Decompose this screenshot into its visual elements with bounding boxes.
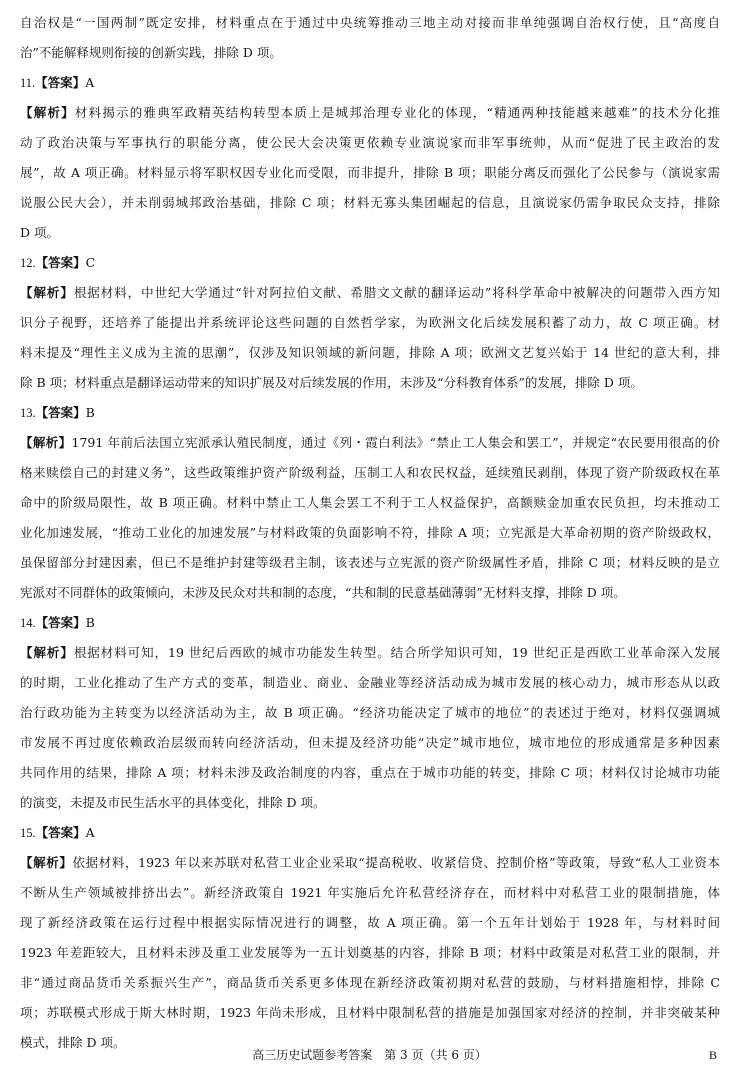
- analysis-line: 现了新经济政策在运行过程中根据实际情况进行的调整，故 A 项正确。第一个五年计划始于 1928 年，与材料时间: [20, 915, 720, 930]
- analysis-line: 共同作用的结果，排除 A 项；材料未涉及政治制度的内容，重点在于城市功能的转变，排除 C 项；材料仅讨论城市功能: [20, 765, 720, 780]
- answer-letter: A: [85, 825, 95, 840]
- analysis-line: 说服公民大会），并未削弱城邦政治基础，排除 C 项；材料无寡头集团崛起的信息，且演说家仍需争取民众支持，排除: [20, 195, 720, 210]
- answer-tag: 【答案】: [35, 825, 86, 840]
- analysis-line: 业化加速发展，“推动工业化的加速发展”与材料政策的负面影响不符，排除 A 项；立宪派是大革命初期的资产阶级政权，: [20, 525, 720, 540]
- analysis-line: 项；苏联模式形成于斯大林时期，1923 年尚未形成，且材料中限制私营的措施是加强国家对经济的控制，并非突破某种: [20, 1005, 720, 1020]
- analysis-tag: 【解析】: [20, 105, 75, 120]
- analysis-text: 依据材料，1923 年以来苏联对私营工业企业采取“提高税收、收紧信贷、控制价格”等政策，导致“私人工业资本: [72, 855, 720, 870]
- question-number: 12.: [20, 256, 36, 270]
- analysis-line: 1923 年差距较大，且材料未涉及重工业发展等为一五计划奠基的内容，排除 B 项；材料中政策是对私营工业的限制，并: [20, 945, 720, 960]
- answer-row-12: [20, 248, 720, 278]
- question-number: 15.: [20, 826, 36, 840]
- analysis-line: 展”，故 A 项正确。材料显示将军职权因专业化而受限，而非提升，排除 B 项；职能分离反而强化了公民参与（演说家需: [20, 165, 720, 180]
- analysis-tag: 【解析】: [20, 645, 74, 660]
- analysis-line: 模式，排除 D 项。: [20, 1035, 126, 1050]
- analysis-line: 格来赎偿自己的封建义务”，这些政策维护资产阶级利益，压制工人和农民权益，延续殖民剥削，体现了资产阶级政权在革: [20, 465, 720, 480]
- analysis-text: 根据材料可知，19 世纪后西欧的城市功能发生转型。结合所学知识可知，19 世纪正是西欧工业革命深入发展: [73, 645, 720, 660]
- analysis-line: 市发展不再过度依赖政治层级而转向经济活动，但未提及经济功能“决定”城市地位，城市地位的形成通常是多种因素: [20, 735, 720, 750]
- answer-tag: 【答案】: [35, 255, 86, 270]
- analysis-tag: 【解析】: [20, 435, 72, 450]
- answer-row-11: [20, 68, 720, 98]
- analysis-line: 的演变，未提及市民生活水平的具体变化，排除 D 项。: [20, 795, 326, 810]
- analysis-line: [20, 428, 720, 458]
- answer-tag: 【答案】: [35, 75, 86, 90]
- analysis-line: 非“通过商品货币关系振兴生产”，商品货币关系更多体现在新经济政策初期对私营的鼓励，与材料措施相悖，排除 C: [20, 975, 720, 990]
- analysis-line: 料未提及“理性主义成为主流的思潮”，仅涉及知识领域的新问题，排除 A 项；欧洲文艺复兴始于 14 世纪的意大利，排: [20, 345, 720, 360]
- analysis-tag: 【解析】: [20, 285, 74, 300]
- analysis-text: 1791 年前后法国立宪派承认殖民制度，通过《列・霞白利法》“禁止工人集会和罢工”，并规定“农民要用很高的价: [71, 435, 720, 450]
- analysis-line: 动了政治决策与军事执行的职能分离，使公民大会决策更依赖专业演说家而非军事统帅，从而“促进了民主政治的发: [20, 135, 720, 150]
- analysis-tag: 【解析】: [20, 855, 73, 870]
- analysis-line: 命中的阶级局限性，故 B 项正确。材料中禁止工人集会罢工不利于工人权益保护，高额赎金加重农民负担，均未推动工: [20, 495, 720, 510]
- answer-letter: C: [85, 255, 96, 270]
- page-content: [20, 8, 720, 1058]
- analysis-text: 材料揭示的雅典军政精英结构转型本质上是城邦治理专业化的体现，“精通两种技能越来越难”的技术分化推: [74, 105, 720, 120]
- analysis-line: [20, 848, 720, 878]
- continued-analysis-line: 治”不能解释规则衔接的创新实践，排除 D 项。: [20, 45, 282, 60]
- continued-analysis-line: 自治权是“一国两制”既定安排，材料重点在于通过中央统筹推动三地主动对接而非单纯强调自治权行使，且“高度自: [20, 15, 720, 30]
- question-number: 14.: [20, 616, 36, 630]
- analysis-line: [20, 638, 720, 668]
- analysis-line: 不断从生产领域被排挤出去”。新经济政策自 1921 年实施后允许私营经济存在，而材料中对私营工业的限制措施，体: [20, 885, 720, 900]
- answer-row-14: [20, 608, 720, 638]
- analysis-line: D 项。: [20, 225, 59, 240]
- page-footer: [0, 1045, 739, 1065]
- analysis-line: [20, 278, 720, 308]
- answer-row-15: [20, 818, 720, 848]
- analysis-line: 宪派对不同群体的政策倾向，未涉及民众对共和制的态度，“共和制的民意基础薄弱”无材料支撑，排除 D 项。: [20, 585, 626, 600]
- answer-tag: 【答案】: [35, 405, 86, 420]
- question-number: 11.: [20, 76, 36, 90]
- answer-letter: A: [85, 75, 95, 90]
- analysis-line: [20, 98, 720, 128]
- analysis-line: 治行政功能为主转变为以经济活动为主，故 B 项正确。“经济功能决定了城市的地位”的表述过于绝对，材料仅强调城: [20, 705, 720, 720]
- answer-letter: B: [85, 405, 95, 420]
- answer-letter: B: [85, 615, 95, 630]
- analysis-line: 的时期，工业化推动了生产方式的变革，制造业、商业、金融业等经济活动成为城市发展的核心动力，城市形态从以政: [20, 675, 720, 690]
- answer-tag: 【答案】: [35, 615, 86, 630]
- page-number-label: 高三历史试题参考答案 第 3 页（共 6 页）: [252, 1048, 487, 1062]
- paper-version-label: B: [708, 1048, 717, 1062]
- analysis-text: 根据材料，中世纪大学通过“针对阿拉伯文献、希腊文文献的翻译运动”将科学革命中被解决的问题带入西方知: [73, 285, 720, 300]
- analysis-line: 虽保留部分封建因素，但已不是维护封建等级君主制，该表述与立宪派的资产阶级属性矛盾，排除 C 项；材料反映的是立: [20, 555, 720, 570]
- analysis-line: 除 B 项；材料重点是翻译运动带来的知识扩展及对后续发展的作用，未涉及“分科教育体系”的发展，排除 D 项。: [20, 375, 643, 390]
- question-number: 13.: [20, 406, 36, 420]
- analysis-line: 识分子视野，还培养了能提出并系统评论这些问题的自然哲学家，为欧洲文化后续发展积蓄了动力，故 C 项正确。材: [20, 315, 720, 330]
- answer-row-13: [20, 398, 720, 428]
